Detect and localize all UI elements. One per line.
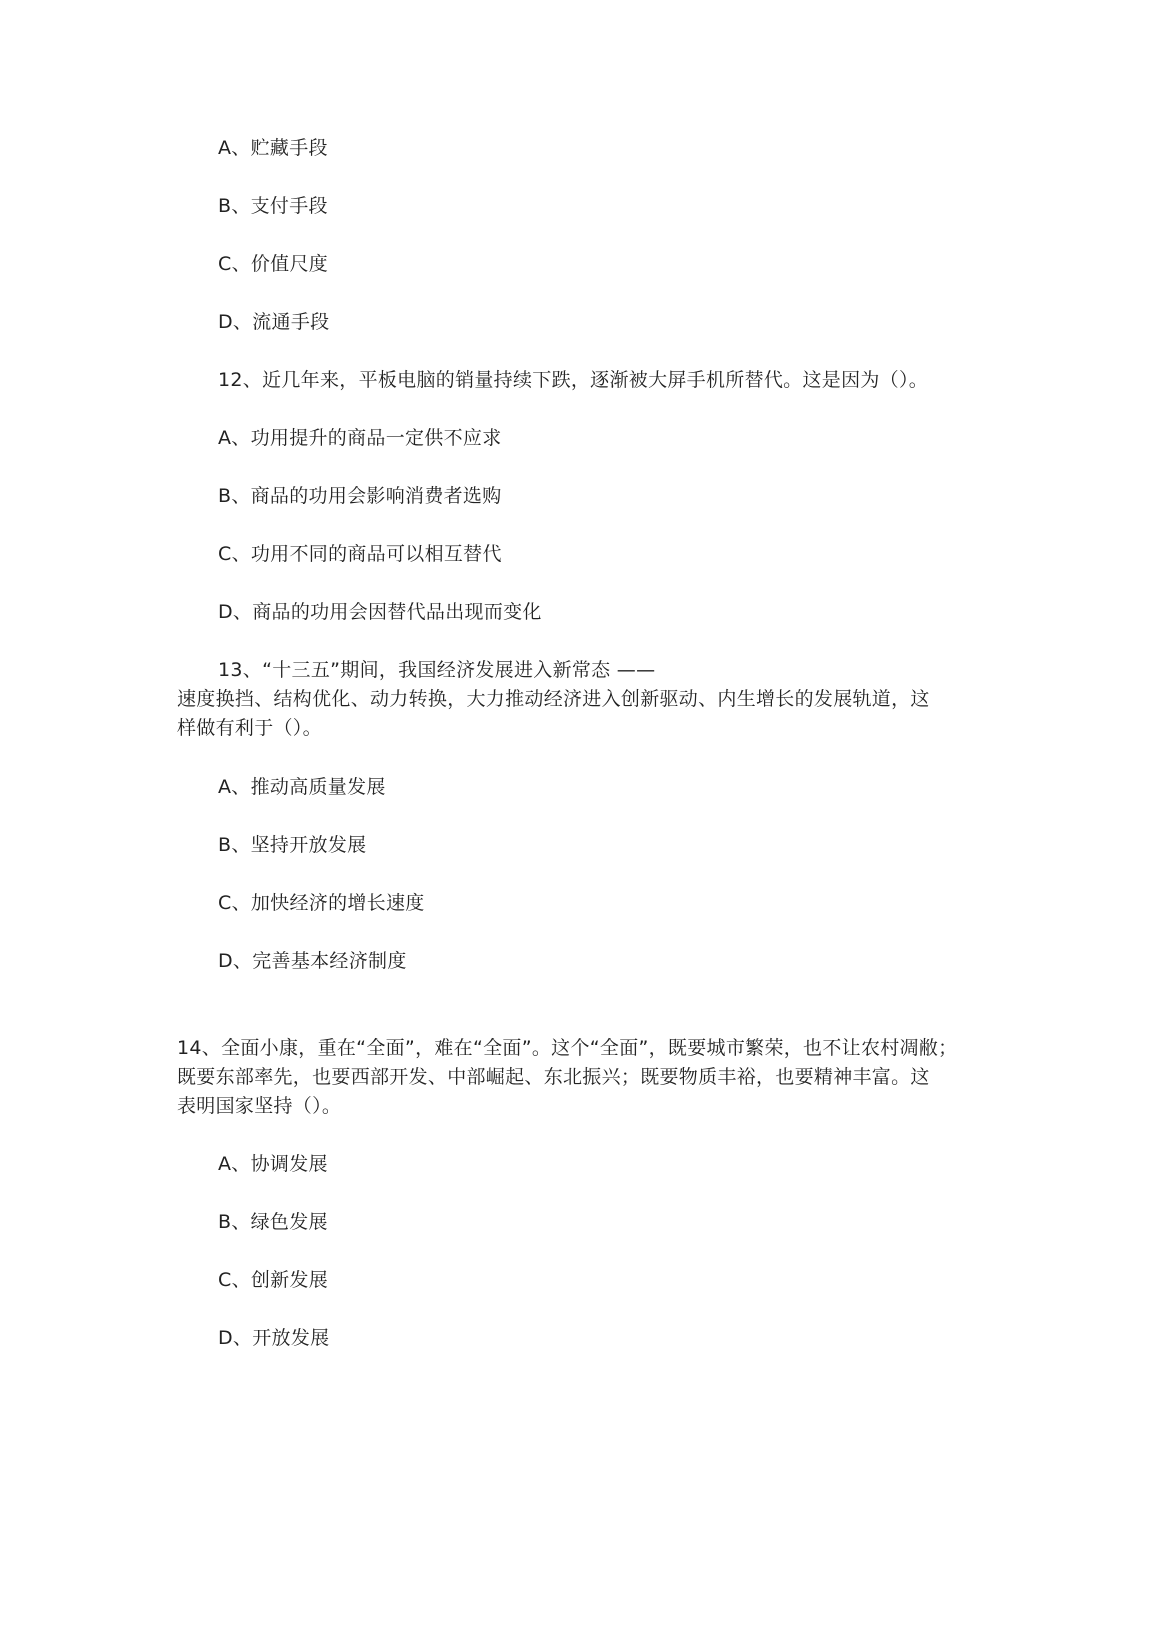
q14-stem-line-3: 表明国家坚持（）。: [177, 1095, 342, 1117]
q14-stem-line-2: 既要东部率先，也要西部开发、中部崛起、东北振兴；既要物质丰裕，也要精神丰富。这: [177, 1066, 930, 1088]
q14-stem-line-1: 14、全面小康，重在“全面”，难在“全面”。这个“全面”，既要城市繁荣，也不让农村凋敝；: [177, 1037, 958, 1059]
q14-option-a: A、协调发展: [218, 1153, 328, 1175]
q14-option-b: B、绿色发展: [218, 1211, 328, 1233]
q13-stem-line-1: 13、“十三五”期间，我国经济发展进入新常态 ——: [218, 659, 656, 681]
q12-option-a: A、功用提升的商品一定供不应求: [218, 427, 502, 449]
q13-stem-line-3: 样做有利于（）。: [177, 717, 322, 739]
q12-option-b: B、商品的功用会影响消费者选购: [218, 485, 502, 507]
q11-option-d: D、流通手段: [218, 311, 330, 333]
q13-stem-line-2: 速度换挡、结构优化、动力转换，大力推动经济进入创新驱动、内生增长的发展轨道，这: [177, 688, 930, 710]
q11-option-b: B、支付手段: [218, 195, 328, 217]
q11-option-a: A、贮藏手段: [218, 137, 328, 159]
q13-option-d: D、完善基本经济制度: [218, 950, 407, 972]
q13-option-c: C、加快经济的增长速度: [218, 892, 425, 914]
q13-option-b: B、坚持开放发展: [218, 834, 367, 856]
q12-option-d: D、商品的功用会因替代品出现而变化: [218, 601, 542, 623]
q11-option-c: C、价值尺度: [218, 253, 329, 275]
q13-option-a: A、推动高质量发展: [218, 776, 386, 798]
q12-stem: 12、近几年来，平板电脑的销量持续下跌，逐渐被大屏手机所替代。这是因为（）。: [218, 369, 929, 391]
q14-option-c: C、创新发展: [218, 1269, 329, 1291]
q14-option-d: D、开放发展: [218, 1327, 330, 1349]
q12-option-c: C、功用不同的商品可以相互替代: [218, 543, 502, 565]
